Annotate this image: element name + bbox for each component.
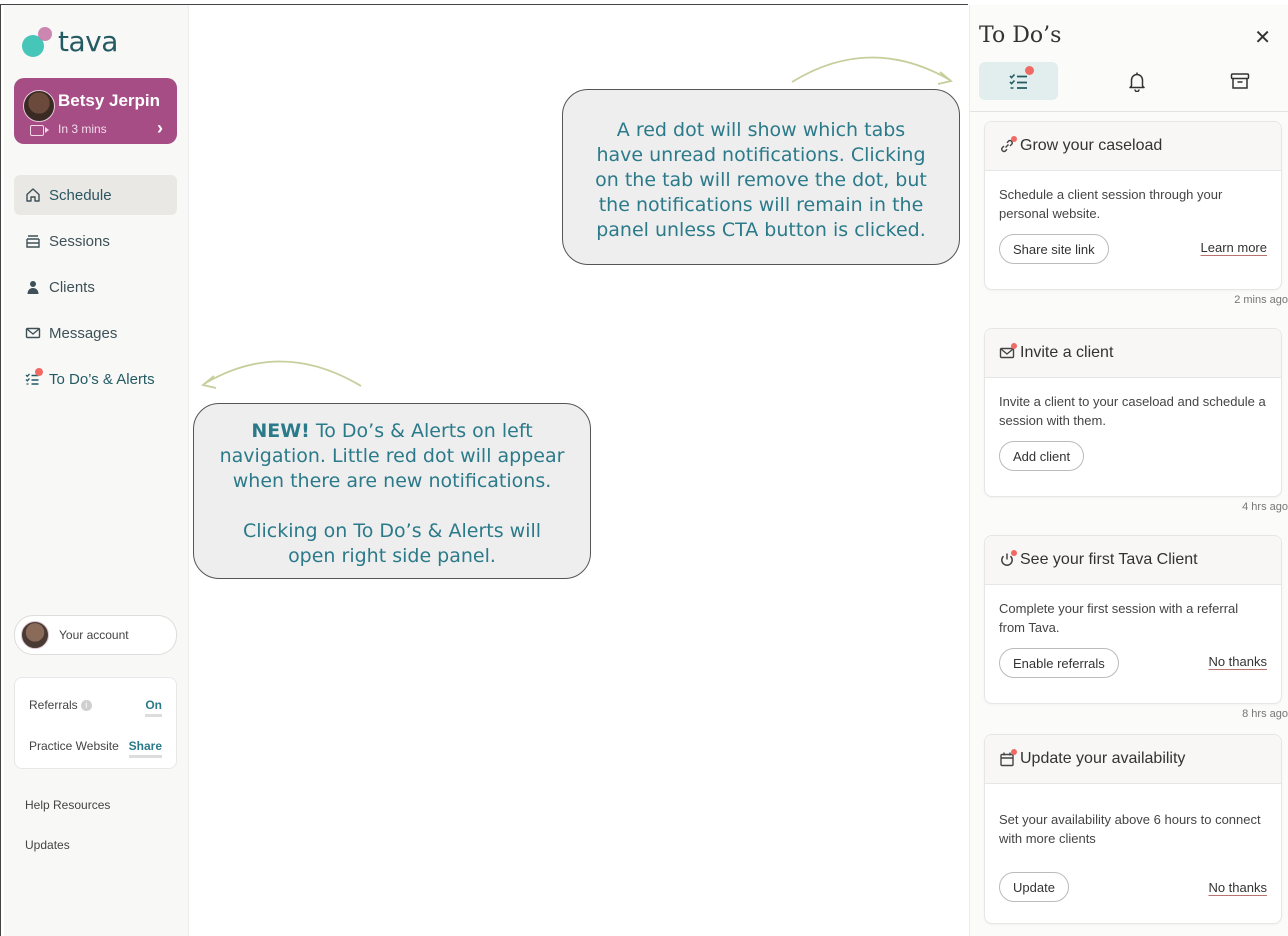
power-icon (999, 552, 1015, 568)
mail-icon (25, 325, 41, 341)
archive-icon (1229, 70, 1251, 92)
tab-archive[interactable] (1200, 62, 1279, 100)
card-actions (985, 430, 1281, 490)
todo-card-invite-client (984, 328, 1282, 497)
card-actions (985, 848, 1281, 908)
unread-dot (1011, 550, 1017, 556)
help-resources-link[interactable]: Help Resources (25, 798, 111, 812)
updates-link[interactable]: Updates (25, 838, 70, 852)
tabs-divider (970, 111, 1288, 112)
panel-title: To Do’s (979, 23, 1062, 48)
unread-dot (1011, 749, 1017, 755)
card-timestamp: 4 hrs ago (1242, 501, 1288, 513)
chevron-right-icon: › (157, 118, 163, 138)
share-site-link-button[interactable]: Share site link (999, 234, 1109, 264)
annotation-text: A red dot will show which tabs have unread notifications. Clicking on the tab will remove the dot, but the notifications will remain in the panel unless CTA button is clicked. (595, 119, 927, 241)
nav-label: Sessions (49, 232, 110, 250)
link-icon (999, 138, 1015, 154)
share-website-link[interactable]: Share (129, 739, 162, 758)
practice-website-label: Practice Website (29, 739, 119, 753)
card-description: Set your availability above 6 hours to connect with more clients (999, 812, 1261, 846)
nav-item-messages[interactable] (14, 313, 177, 353)
card-actions (985, 223, 1281, 283)
nav-item-clients[interactable] (14, 267, 177, 307)
left-sidebar (4, 5, 189, 936)
home-icon (25, 187, 41, 203)
tava-logo[interactable] (22, 25, 118, 58)
card-title: Update your availability (1020, 750, 1186, 767)
card-description: Invite a client to your caseload and schedule a session with them. (999, 394, 1266, 428)
info-icon[interactable]: i (81, 700, 92, 711)
logo-text: tava (58, 25, 118, 58)
card-header (985, 329, 1281, 378)
main-navigation (14, 175, 177, 405)
unread-dot (1011, 343, 1017, 349)
unread-dot (1011, 136, 1017, 142)
panel-tabs (979, 62, 1279, 102)
card-header (985, 536, 1281, 585)
annotation-tabs-dot (562, 89, 960, 265)
new-label: NEW! (251, 420, 310, 442)
person-icon (25, 279, 41, 295)
unread-dot (1025, 66, 1034, 75)
referrals-toggle[interactable]: On (145, 698, 162, 717)
card-header (985, 122, 1281, 171)
card-header (985, 735, 1281, 784)
no-thanks-link[interactable]: No thanks (1208, 654, 1267, 669)
enable-referrals-button[interactable]: Enable referrals (999, 648, 1119, 678)
nav-label: Clients (49, 278, 95, 296)
annotation-arrow-top (790, 44, 960, 88)
add-client-button[interactable]: Add client (999, 441, 1084, 471)
tab-alerts[interactable] (1097, 62, 1176, 100)
appointment-time: In 3 mins (58, 122, 107, 136)
sessions-icon (25, 233, 41, 249)
nav-label: Messages (49, 324, 118, 342)
todos-side-panel (969, 5, 1288, 936)
frame-border-left (0, 4, 1, 936)
no-thanks-link[interactable]: No thanks (1208, 880, 1267, 895)
todo-card-grow-caseload (984, 121, 1282, 290)
card-title: Grow your caseload (1020, 137, 1163, 154)
referrals-label: Referrals (29, 698, 78, 712)
card-actions (985, 637, 1281, 697)
todo-card-update-availability (984, 734, 1282, 924)
appointment-client-name: Betsy Jerpin (58, 91, 161, 110)
card-title: See your first Tava Client (1020, 551, 1198, 568)
calendar-icon (999, 751, 1015, 767)
client-avatar (23, 90, 55, 122)
account-label: Your account (59, 628, 129, 642)
annotation-text (218, 419, 566, 494)
video-camera-icon (30, 125, 44, 136)
nav-item-todos-alerts[interactable] (14, 359, 177, 399)
update-button[interactable]: Update (999, 872, 1069, 902)
card-description: Schedule a client session through your personal website. (999, 187, 1223, 221)
checklist-icon (1008, 70, 1030, 92)
logo-mark-icon (22, 27, 52, 57)
annotation-arrow-left (196, 348, 366, 392)
user-avatar (21, 621, 49, 649)
bell-icon (1126, 70, 1148, 92)
quick-settings-card (14, 677, 177, 769)
card-timestamp: 8 hrs ago (1242, 708, 1288, 720)
nav-label: Schedule (49, 186, 112, 204)
tab-todos[interactable] (979, 62, 1058, 100)
nav-item-schedule[interactable] (14, 175, 177, 215)
annotation-left-nav (193, 403, 591, 579)
upcoming-appointment-card[interactable] (14, 78, 177, 144)
todo-card-first-tava-client (984, 535, 1282, 704)
todo-cards-list (984, 121, 1288, 924)
nav-label: To Do’s & Alerts (49, 370, 155, 388)
nav-item-sessions[interactable] (14, 221, 177, 261)
card-timestamp: 2 mins ago (1234, 294, 1288, 306)
annotation-text-line1: To Do’s & Alerts on left navigation. Little red dot will appear when there are new notifications. (219, 420, 565, 492)
mail-icon (999, 345, 1015, 361)
learn-more-link[interactable]: Learn more (1200, 240, 1267, 255)
annotation-text-line2: Clicking on To Do’s & Alerts will open right side panel. (242, 520, 542, 567)
unread-dot (35, 368, 43, 376)
referrals-row (29, 698, 92, 712)
card-title: Invite a client (1020, 344, 1114, 361)
your-account-button[interactable] (14, 615, 177, 655)
close-icon[interactable]: ✕ (1254, 27, 1271, 49)
card-description: Complete your first session with a referral from Tava. (999, 601, 1239, 635)
checklist-icon (25, 371, 41, 387)
